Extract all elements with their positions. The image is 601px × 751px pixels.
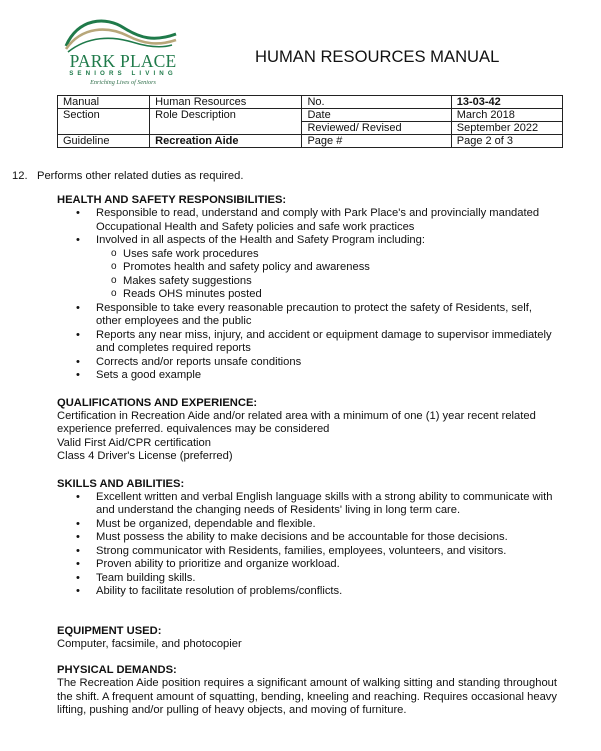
sub-list-item: o Uses safe work procedures bbox=[111, 247, 259, 260]
bullet-icon: • bbox=[76, 490, 80, 503]
bullet-icon: • bbox=[76, 585, 80, 597]
sub-list-item: o Makes safety suggestions bbox=[111, 274, 252, 287]
list-item: • Responsible to read, understand and comply with Park Place's and provincially mandated Occupational Health and Safety policies and safe work practices bbox=[76, 207, 540, 233]
table-cell: Date bbox=[302, 109, 451, 122]
section-heading: QUALIFICATIONS AND EXPERIENCE: bbox=[57, 396, 258, 409]
list-item: • Ability to facilitate resolution of problems/conflicts. bbox=[76, 585, 343, 597]
logo-subtitle: SENIORS LIVING bbox=[69, 70, 177, 77]
bullet-icon: • bbox=[76, 517, 80, 530]
section-heading: HEALTH AND SAFETY RESPONSIBILITIES: bbox=[57, 194, 287, 206]
table-row bbox=[58, 135, 563, 148]
list-item: • Strong communicator with Residents, families, employees, volunteers, and visitors. bbox=[76, 544, 507, 557]
table-cell: Human Resources bbox=[150, 96, 302, 109]
table-row bbox=[58, 109, 563, 122]
list-item: • Corrects and/or reports unsafe conditions bbox=[76, 355, 302, 368]
physical-demands-section bbox=[57, 664, 557, 718]
list-item: • Involved in all aspects of the Health and Safety Program including: o Uses safe work procedures o Promotes health and safety policy and awareness o Makes safety suggestions o Reads OHS minutes posted bbox=[57, 234, 557, 302]
document-meta-table bbox=[57, 95, 563, 148]
table-cell: Manual bbox=[58, 96, 150, 109]
bullet-icon: • bbox=[76, 544, 80, 557]
role-title: Recreation Aide bbox=[150, 135, 302, 148]
duty-text: Performs other related duties as required. bbox=[37, 170, 244, 182]
qualification-line: Valid First Aid/CPR certification bbox=[57, 436, 211, 449]
list-item: • Reports any near miss, injury, and accident or equipment damage to supervisor immediately and completes required reports bbox=[76, 328, 552, 354]
bullet-icon: • bbox=[76, 301, 80, 314]
table-cell: September 2022 bbox=[451, 122, 562, 135]
table-cell: Reviewed/ Revised bbox=[302, 122, 451, 135]
table-cell bbox=[150, 122, 302, 135]
bullet-icon: • bbox=[76, 369, 80, 381]
logo-name: PARK PLACE bbox=[69, 51, 177, 71]
table-row bbox=[58, 96, 563, 109]
table-cell: Role Description bbox=[150, 109, 302, 122]
list-item: • Must be organized, dependable and flexible. bbox=[76, 517, 316, 530]
logo-tagline: Enriching Lives of Seniors bbox=[90, 79, 156, 86]
physical-demands-text: The Recreation Aide position requires a significant amount of walking sitting and standing throughout the shift. A frequent amount of squatting, bending, kneeling and reaching. Requires occasional heavy lifting, pushing and/or pulling of heavy objects, and moving of furniture. bbox=[57, 677, 557, 716]
table-cell: March 2018 bbox=[451, 109, 562, 122]
circle-bullet-icon: o bbox=[111, 261, 117, 272]
list-item: • Responsible to take every reasonable precaution to protect the safety of Residents, self, other employees and the public bbox=[76, 301, 532, 327]
table-cell: No. bbox=[302, 96, 451, 109]
list-item: • Excellent written and verbal English language skills with a strong ability to communicate with and understand the changing needs of Residents' living in long term care. bbox=[76, 490, 553, 516]
document-title: HUMAN RESOURCES MANUAL bbox=[255, 47, 500, 66]
bullet-icon: • bbox=[76, 207, 80, 219]
list-item: • Team building skills. bbox=[76, 571, 196, 584]
duty-number: 12. bbox=[12, 170, 28, 182]
qualifications-section bbox=[57, 397, 557, 464]
table-cell: Section bbox=[58, 109, 150, 122]
bullet-icon: • bbox=[76, 531, 80, 543]
skills-section bbox=[57, 478, 557, 599]
table-row bbox=[58, 122, 563, 135]
bullet-icon: • bbox=[76, 328, 80, 341]
circle-bullet-icon: o bbox=[111, 274, 117, 286]
bullet-icon: • bbox=[76, 355, 80, 368]
health-safety-section bbox=[57, 194, 557, 383]
page-number: Page 2 of 3 bbox=[451, 135, 562, 148]
qualification-line: Certification in Recreation Aide and/or related area with a minimum of one (1) year recent related experience preferred. equivalences may be considered bbox=[57, 409, 536, 435]
document-body bbox=[12, 170, 557, 718]
circle-bullet-icon: o bbox=[111, 288, 117, 299]
qualification-line: Class 4 Driver's License (preferred) bbox=[57, 450, 233, 462]
equipment-text: Computer, facsimile, and photocopier bbox=[57, 637, 242, 650]
list-item: • Proven ability to prioritize and organize workload. bbox=[76, 558, 340, 570]
sub-list-item: o Promotes health and safety policy and awareness bbox=[111, 261, 370, 273]
list-item: • Must possess the ability to make decisions and be accountable for those decisions. bbox=[76, 531, 508, 543]
bullet-icon: • bbox=[76, 571, 80, 584]
list-item: • Sets a good example bbox=[76, 369, 202, 381]
circle-bullet-icon: o bbox=[111, 247, 117, 259]
sub-list-item: o Reads OHS minutes posted bbox=[111, 288, 262, 300]
equipment-section bbox=[57, 625, 557, 652]
park-place-logo bbox=[58, 12, 183, 90]
duty-item bbox=[12, 170, 557, 183]
bullet-icon: • bbox=[76, 558, 80, 570]
table-cell bbox=[58, 122, 150, 135]
bullet-icon: • bbox=[76, 234, 80, 246]
table-cell: Guideline bbox=[58, 135, 150, 148]
section-heading: SKILLS AND ABILITIES: bbox=[57, 477, 185, 490]
table-cell: Page # bbox=[302, 135, 451, 148]
section-heading: PHYSICAL DEMANDS: bbox=[57, 664, 177, 676]
section-heading: EQUIPMENT USED: bbox=[57, 624, 162, 637]
document-number: 13-03-42 bbox=[451, 96, 562, 109]
